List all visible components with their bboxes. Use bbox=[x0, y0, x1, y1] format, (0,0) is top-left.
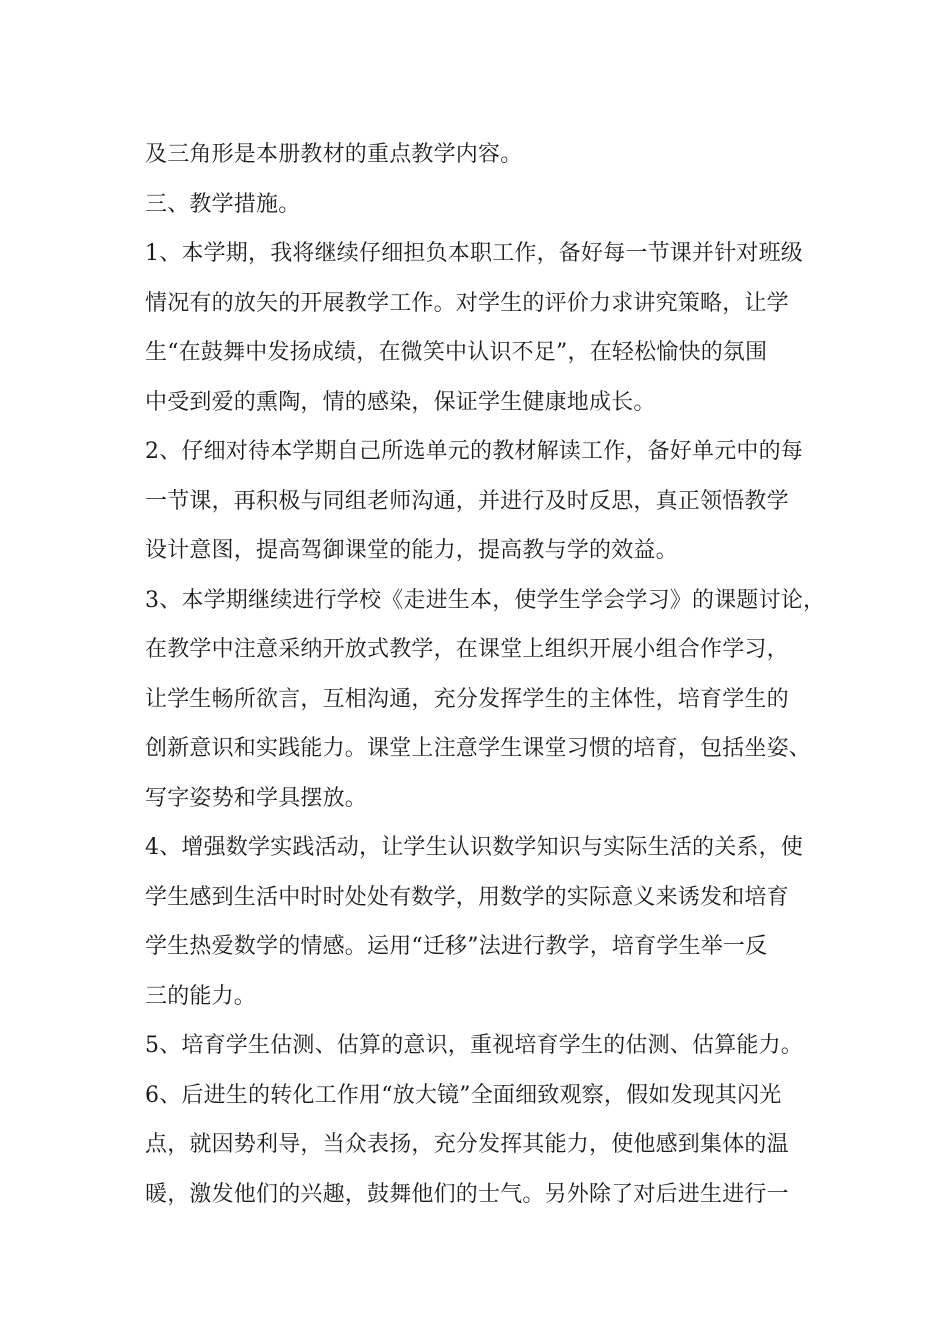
text-line: 5、培育学生估测、估算的意识，重视培育学生的估测、估算能力。 bbox=[145, 1033, 803, 1058]
text-line: 1、本学期，我将继续仔细担负本职工作，备好每一节课并针对班级 bbox=[145, 241, 803, 266]
text-line: 一节课，再积极与同组老师沟通，并进行及时反思，真正领悟教学 bbox=[145, 488, 789, 514]
text-line: 点，就因势利导，当众表扬，充分发挥其能力，使他感到集体的温 bbox=[145, 1132, 789, 1157]
text-line: 在教学中注意采纳开放式教学，在课堂上组织开展小组合作学习， bbox=[145, 637, 789, 662]
text-line: 学生感到生活中时时处处有数学，用数学的实际意义来诱发和培育 bbox=[145, 884, 789, 910]
text-line: 暖，激发他们的兴趣，鼓舞他们的士气。另外除了对后进生进行一 bbox=[145, 1181, 789, 1207]
text-line: 三的能力。 bbox=[145, 983, 257, 1009]
text-line: 学生热爱数学的情感。运用“迁移”法进行教学，培育学生举一反 bbox=[145, 934, 768, 959]
text-line: 情况有的放矢的开展教学工作。对学生的评价力求讲究策略，让学 bbox=[145, 290, 789, 316]
text-line: 写字姿势和学具摆放。 bbox=[145, 785, 368, 811]
text-line: 中受到爱的熏陶，情的感染，保证学生健康地成长。 bbox=[145, 389, 656, 415]
section-heading: 三、教学措施。 bbox=[145, 191, 301, 217]
text-line: 生“在鼓舞中发扬成绩，在微笑中认识不足”，在轻松愉快的氛围 bbox=[145, 340, 768, 365]
text-line: 2、仔细对待本学期自己所选单元的教材解读工作，备好单元中的每 bbox=[145, 439, 803, 464]
text-line: 4、增强数学实践活动，让学生认识数学知识与实际生活的关系，使 bbox=[145, 835, 803, 860]
text-line: 让学生畅所欲言，互相沟通，充分发挥学生的主体性，培育学生的 bbox=[145, 686, 789, 712]
text-line: 及三角形是本册教材的重点教学内容。 bbox=[145, 142, 523, 167]
document-body bbox=[145, 130, 835, 1219]
text-line: 创新意识和实践能力。课堂上注意学生课堂习惯的培育，包括坐姿、 bbox=[145, 736, 812, 761]
text-line: 3、本学期继续进行学校《走进生本，使学生学会学习》的课题讨论， bbox=[145, 587, 826, 613]
text-line: 6、后进生的转化工作用“放大镜”全面细致观察，假如发现其闪光 bbox=[145, 1082, 782, 1108]
text-line: 设计意图，提高驾御课堂的能力，提高教与学的效益。 bbox=[145, 538, 678, 563]
